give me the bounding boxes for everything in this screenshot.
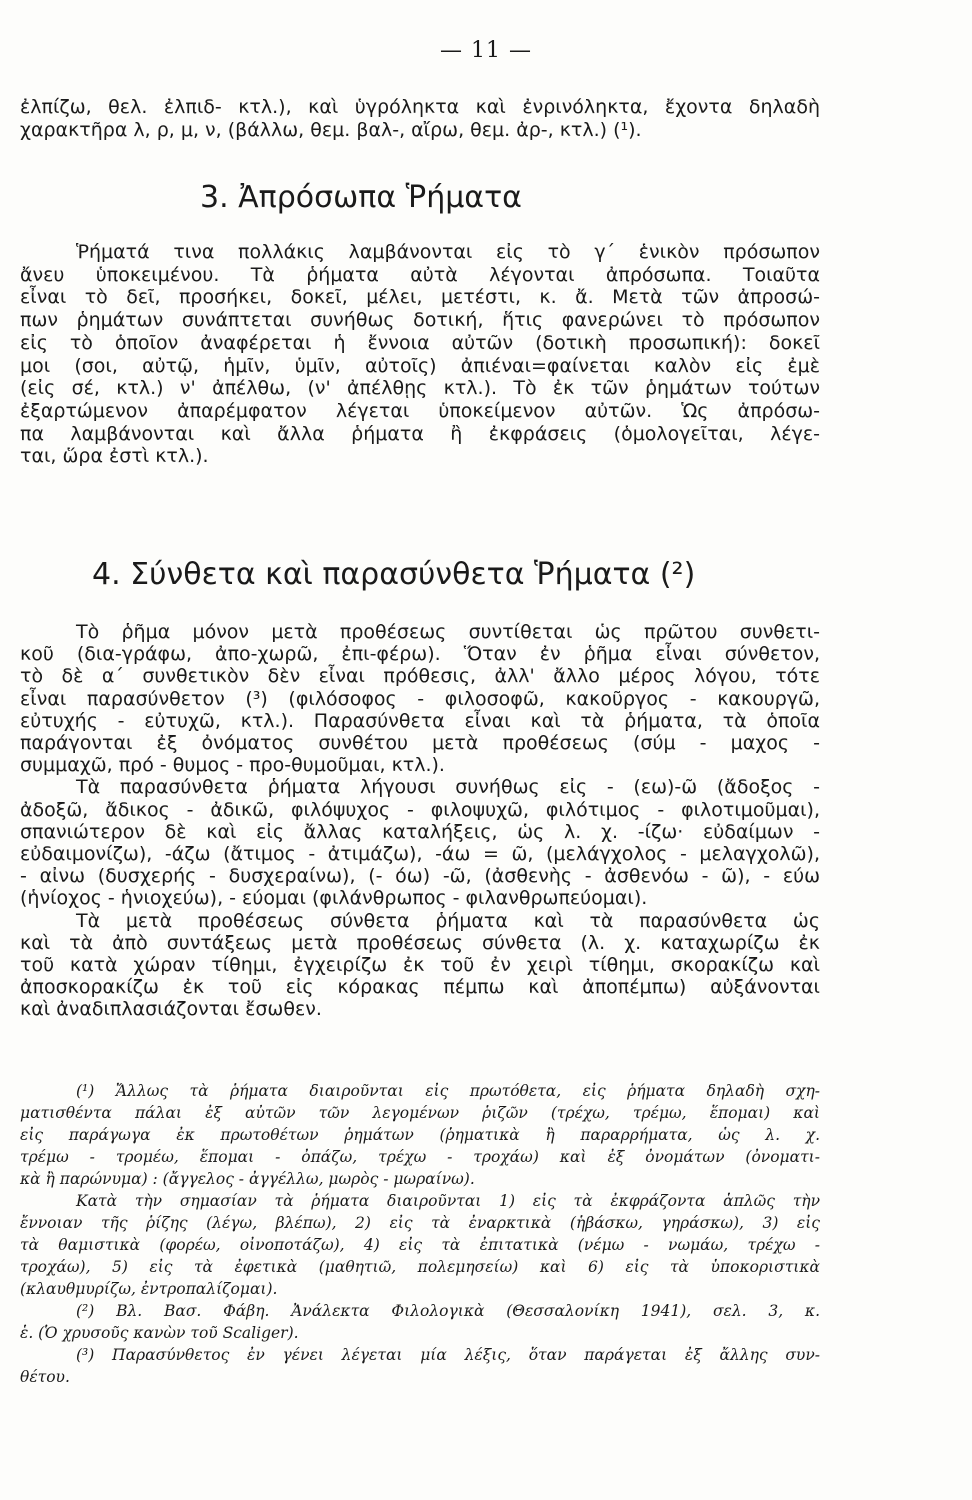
text-line: συμμαχῶ, πρό - θυμος - προ-θυμοῦμαι, κτλ.). [20, 754, 445, 777]
text-line: πων ῥημάτων συνάπτεται συνήθως δοτική, ἥτις φανερώνει τὸ πρόσωπον [20, 309, 820, 332]
footnotes [20, 1080, 820, 1388]
text-line: καὶ ἀναδιπλασιάζονται ἔσωθεν. [20, 998, 322, 1021]
text-line: Τὰ μετὰ προθέσεως σύνθετα ῥήματα καὶ τὰ παρασύνθετα ὡς [76, 909, 820, 932]
text-line: κοῦ (δια-γράφω, ἀπο-χωρῶ, ἐπι-φέρω). Ὅταν ἐν ῥῆμα εἶναι σύνθετον, [20, 643, 820, 666]
text-line: Τὰ παρασύνθετα ῥήματα λήγουσι συνήθως εἰς - (εω)-ῶ (ἄδοξος - [76, 776, 820, 799]
footnote-line: ματισθέντα πάλαι ἐξ αὐτῶν τῶν λεγομένων ῥιζῶν (τρέχω, τρέμω, ἕπομαι) καὶ [20, 1104, 820, 1122]
text-line: εἶναι τὸ δεῖ, προσήκει, δοκεῖ, μέλει, μετέστι, κ. ἄ. Μετὰ τῶν ἀπροσώ- [20, 286, 820, 309]
footnote-line: ἑ. (Ὁ χρυσοῦς κανὼν τοῦ Scaliger). [20, 1324, 299, 1342]
text-line: ται, ὥρα ἐστὶ κτλ.). [20, 445, 209, 468]
page-number: — 11 — [440, 38, 532, 63]
section-4-heading: 4. Σύνθετα καὶ παρασύνθετα Ῥήματα (²) [92, 557, 696, 592]
footnote-line: τὰ θαμιστικὰ (φορέω, οἰνοποτάζω), 4) εἰς τὰ ἐπιτατικὰ (νέμω - νωμάω, τρέχω - [20, 1236, 820, 1254]
text-line: ἀποσκορακίζω ἐκ τοῦ εἰς κόρακας πέμπω καὶ ἀποπέμπω) αὐξάνονται [20, 976, 820, 999]
footnote-line: κὰ ἢ παρώνυμα) : (ἄγγελος - ἀγγέλλω, μωρὸς - μωραίνω). [20, 1170, 475, 1188]
section-4-body [20, 621, 820, 1021]
text-line: - αἰνω (δυσχερής - δυσχεραίνω), (- όω) -ῶ, (ἀσθενὴς - ἀσθενόω - ῶ), - εύω [20, 865, 820, 888]
text-line: τοῦ κατὰ χώραν τίθημι, ἐγχειρίζω ἐκ τοῦ ἐν χειρὶ τίθημι, σκορακίζω καὶ [20, 954, 820, 977]
text-line: σπανιώτερον δὲ καὶ εἰς ἄλλας καταλήξεις, ὡς λ. χ. -ίζω· εὐδαίμων - [20, 820, 820, 843]
footnote-line: Κατὰ τὴν σημασίαν τὰ ῥήματα διαιροῦνται 1) εἰς τὰ ἐκφράζοντα ἁπλῶς τὴν [76, 1192, 820, 1210]
footnote-line: εἰς παράγωγα ἐκ πρωτοθέτων ῥημάτων (ῥηματικὰ ἢ παραρρήματα, ὡς λ. χ. [20, 1126, 820, 1144]
text-line: εἶναι παρασύνθετον (³) (φιλόσοφος - φιλοσοφῶ, κακοῦργος - κακουργῶ, [20, 687, 820, 710]
section-3-body [20, 241, 820, 468]
footnote-line: (¹) Ἄλλως τὰ ῥήματα διαιροῦνται εἰς πρωτόθετα, εἰς ῥήματα δηλαδὴ σχη- [76, 1082, 820, 1100]
text-line: μοι (σοι, αὐτῷ, ἡμῖν, ὑμῖν, αὐτοῖς) ἀπιέναι=φαίνεται καλὸν εἰς ἐμὲ [20, 354, 820, 377]
text-line: εἰς τὸ ὁποῖον ἀναφέρεται ἡ ἔννοια αὐτῶν (δοτικὴ προσωπική): δοκεῖ [20, 331, 820, 354]
text-line: (εἰς σέ, κτλ.) ν' ἀπέλθω, (ν' ἀπέλθῃς κτλ.). Τὸ ἐκ τῶν ῥημάτων τούτων [20, 377, 820, 400]
continuation-paragraph [20, 96, 820, 141]
footnote-line: θέτου. [20, 1368, 70, 1386]
section-3-heading: 3. Ἀπρόσωπα Ῥήματα [200, 180, 522, 215]
text-line: Τὸ ῥῆμα μόνον μετὰ προθέσεως συντίθεται ὡς πρῶτου συνθετι- [76, 621, 820, 643]
footnote-line: ἔννοιαν τῆς ῥίζης (λέγω, βλέπω), 2) εἰς τὰ ἐναρκτικὰ (ἡβάσκω, γηράσκω), 3) εἰς [20, 1214, 820, 1232]
footnote-line: τρέμω - τρομέω, ἕπομαι - ὀπάζω, τρέχω - τροχάω) καὶ ἐξ ὀνομάτων (ὀνοματι- [20, 1148, 820, 1166]
footnote-line: (κλαυθμυρίζω, ἐντροπαλίζομαι). [20, 1280, 278, 1298]
footnote-line: τροχάω), 5) εἰς τὰ ἐφετικὰ (μαθητιῶ, πολεμησείω) καὶ 6) εἰς τὰ ὑποκοριστικὰ [20, 1258, 820, 1276]
text-line: ἐξαρτώμενον ἀπαρέμφατον λέγεται ὑποκείμενον αὐτῶν. Ὡς ἀπρόσω- [20, 399, 820, 422]
text-line: ἐλπίζω, θελ. ἐλπιδ- κτλ.), καὶ ὑγρόληκτα καὶ ἐνρινόληκτα, ἔχοντα δηλαδὴ [20, 96, 820, 118]
text-line: χαρακτῆρα λ, ρ, μ, ν, (βάλλω, θεμ. βαλ-, αἴρω, θεμ. ἀρ-, κτλ.) (¹). [20, 118, 642, 141]
text-line: εὐδαιμονίζω), -άζω (ἄτιμος - ἀτιμάζω), -άω = ῶ, (μελάγχολος - μελαγχολῶ), [20, 843, 820, 866]
text-line: ἀδοξῶ, ἄδικος - ἀδικῶ, φιλόψυχος - φιλοψυχῶ, φιλότιμος - φιλοτιμοῦμαι), [20, 798, 820, 821]
text-line: παράγονται ἐξ ὀνόματος συνθέτου μετὰ προθέσεως (σύμ - μαχος - [20, 732, 820, 755]
text-line: (ἡνίοχος - ἡνιοχεύω), - εύομαι (φιλάνθρωπος - φιλανθρωπεύομαι). [20, 887, 648, 910]
text-line: Ῥήματά τινα πολλάκις λαμβάνονται εἰς τὸ γ´ ἑνικὸν πρόσωπον [76, 241, 820, 263]
text-line: εὐτυχής - εὐτυχῶ, κτλ.). Παρασύνθετα εἶναι καὶ τὰ ῥήματα, τὰ ὁποῖα [20, 709, 820, 732]
text-line: τὸ δὲ α´ συνθετικὸν δὲν εἶναι πρόθεσις, ἀλλ' ἄλλο μέρος λόγου, τότε [20, 665, 820, 688]
footnote-line: (²) Βλ. Βασ. Φάβη. Ἀνάλεκτα Φιλολογικὰ (Θεσσαλονίκη 1941), σελ. 3, κ. [76, 1302, 820, 1320]
footnote-line: (³) Παρασύνθετος ἐν γένει λέγεται μία λέξις, ὅταν παράγεται ἐξ ἄλλης συν- [76, 1346, 820, 1364]
text-line: καὶ τὰ ἀπὸ συντάξεως μετὰ προθέσεως σύνθετα (λ. χ. καταχωρίζω ἐκ [20, 931, 820, 954]
text-line: ἄνευ ὑποκειμένου. Τὰ ῥήματα αὐτὰ λέγονται ἀπρόσωπα. Τοιαῦτα [20, 263, 820, 286]
text-line: πα λαμβάνονται καὶ ἄλλα ῥήματα ἢ ἐκφράσεις (ὁμολογεῖται, λέγε- [20, 422, 820, 445]
